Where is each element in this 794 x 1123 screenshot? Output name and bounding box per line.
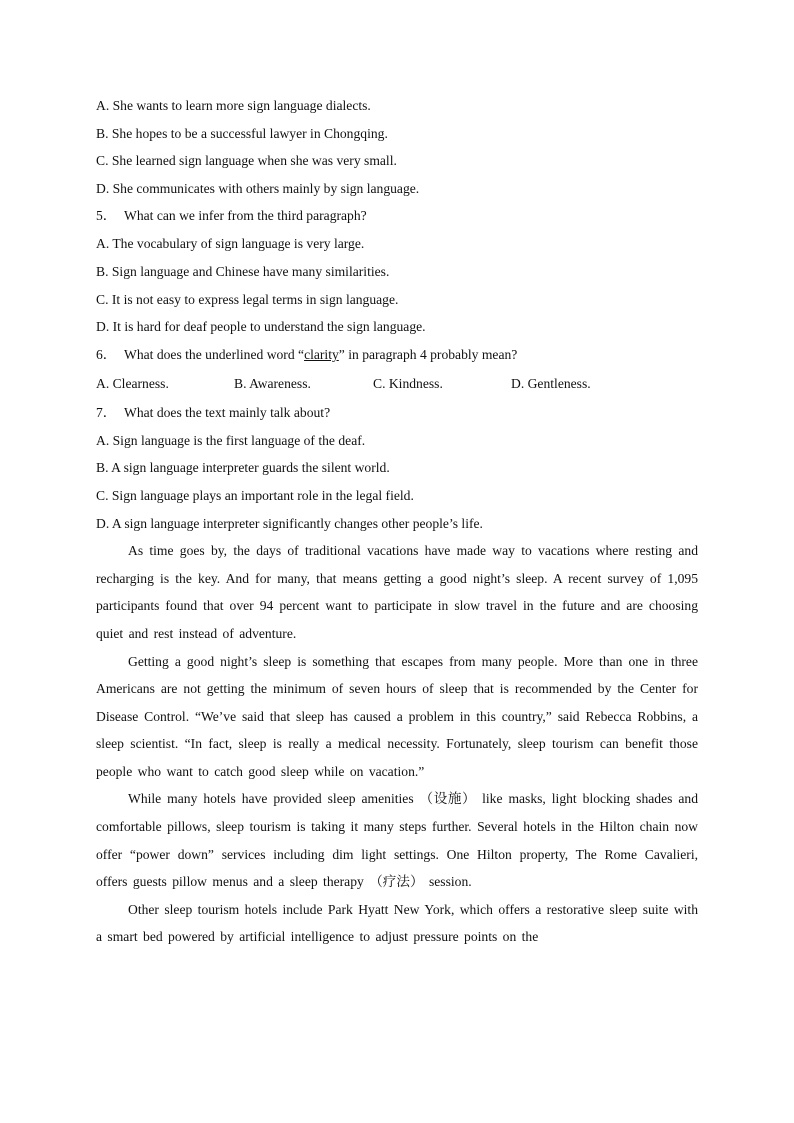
exam-page <box>96 92 698 951</box>
question-5 <box>96 202 698 340</box>
q4-option-c: C. She learned sign language when she was very small. <box>96 153 397 169</box>
q6-option-a: A. Clearness. <box>96 375 169 391</box>
passage-paragraph-1: As time goes by, the days of traditional vacations have made way to vacations where resting and recharging is the key. And for many, that means getting a good night’s sleep. A recent survey of 1,095 participants found that over 94 percent want to participate in slow travel in the future and are choosing quiet and rest instead of adventure. <box>96 543 698 641</box>
q5-number: 5． <box>96 208 117 224</box>
q5-question: What can we infer from the third paragraph? <box>124 208 367 224</box>
q7-number: 7． <box>96 404 117 420</box>
q5-stem <box>96 202 698 230</box>
q7-question: What does the text mainly talk about? <box>124 404 331 420</box>
q5-option-d: D. It is hard for deaf people to understand the sign language. <box>96 319 426 335</box>
reading-passage <box>96 537 698 951</box>
q7-option-b: B. A sign language interpreter guards the silent world. <box>96 460 390 476</box>
passage-paragraph-2: Getting a good night’s sleep is something that escapes from many people. More than one in three Americans are not getting the minimum of seven hours of sleep that is recommended by the Center for Disease Control. “We’ve said that sleep has caused a problem in this country,” said Rebecca Robbins, a sleep scientist. “In fact, sleep is really a medical necessity. Fortunately, sleep tourism can benefit those people who want to catch good sleep while on vacation.” <box>96 653 698 779</box>
q6-option-c: C. Kindness. <box>373 375 443 391</box>
question-6 <box>96 341 698 399</box>
q7-option-a: A. Sign language is the first language of the deaf. <box>96 432 366 448</box>
passage-paragraph-3: While many hotels have provided sleep amenities （设施） like masks, light blocking shades and comfortable pillows, sleep tourism is taking it many steps further. Several hotels in the Hilton chain now offer “power down” services including dim light settings. One Hilton property, The Rome Cavalieri, offers guests pillow menus and a sleep therapy （疗法） session. <box>96 791 698 890</box>
q4-option-b: B. She hopes to be a successful lawyer in Chongqing. <box>96 125 388 141</box>
q6-option-d: D. Gentleness. <box>511 375 591 391</box>
q6-question: What does the underlined word “clarity” in paragraph 4 probably mean? <box>124 346 518 362</box>
q4-option-d: D. She communicates with others mainly by sign language. <box>96 180 420 196</box>
q6-option-b: B. Awareness. <box>234 375 311 391</box>
q5-option-c: C. It is not easy to express legal terms in sign language. <box>96 291 399 307</box>
q7-option-d: D. A sign language interpreter significantly changes other people’s life. <box>96 515 483 531</box>
passage-paragraph-4: Other sleep tourism hotels include Park Hyatt New York, which offers a restorative sleep suite with a smart bed powered by artificial intelligence to adjust pressure points on the <box>96 901 698 945</box>
q4-option-a: A. She wants to learn more sign language dialects. <box>96 98 371 113</box>
q6-options <box>96 369 698 399</box>
q7-stem <box>96 399 698 427</box>
question-7 <box>96 399 698 537</box>
q4-options <box>96 92 698 202</box>
q6-number: 6． <box>96 346 117 362</box>
q7-option-c: C. Sign language plays an important role in the legal field. <box>96 487 414 503</box>
q5-option-a: A. The vocabulary of sign language is very large. <box>96 236 365 252</box>
q5-option-b: B. Sign language and Chinese have many similarities. <box>96 263 390 279</box>
q6-stem <box>96 341 698 369</box>
